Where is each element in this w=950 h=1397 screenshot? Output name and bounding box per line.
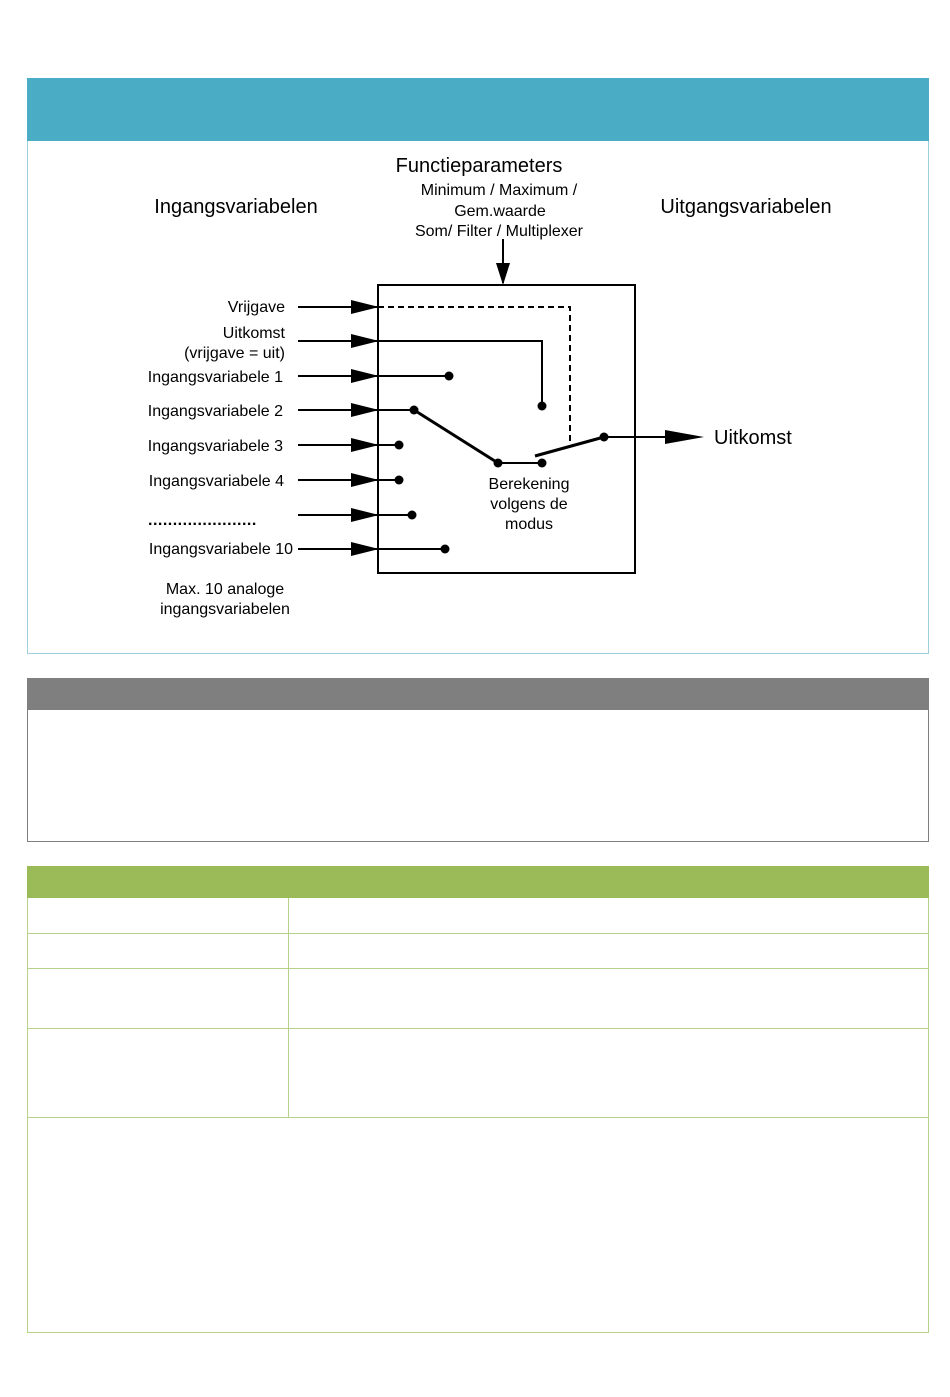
table-row-divider bbox=[27, 933, 929, 934]
table-row-divider bbox=[27, 1028, 929, 1029]
label-uitkomst-note: (vrijgave = uit) bbox=[184, 345, 285, 362]
heading-output-variables: Uitgangsvariabelen bbox=[660, 196, 832, 218]
label-input-3: Ingangsvariabele 3 bbox=[147, 438, 283, 455]
heading-input-variables: Ingangsvariabelen bbox=[154, 196, 318, 218]
calc-label-1: Berekening bbox=[488, 476, 570, 493]
label-input-1: Ingangsvariabele 1 bbox=[147, 369, 283, 386]
table-row-divider bbox=[27, 968, 929, 969]
label-output: Uitkomst bbox=[714, 427, 792, 449]
label-vrijgave: Vrijgave bbox=[227, 299, 285, 316]
calc-label-2: volgens de bbox=[490, 496, 568, 513]
label-input-4: Ingangsvariabele 4 bbox=[148, 473, 284, 490]
heading-function-parameters: Functieparameters bbox=[395, 155, 563, 177]
parameter-table-header bbox=[27, 866, 929, 898]
params-line-3: Som/ Filter / Multiplexer bbox=[414, 223, 584, 240]
label-input-10: Ingangsvariabele 10 bbox=[148, 541, 293, 558]
table-column-divider bbox=[288, 898, 289, 1117]
params-line-2: Gem.waarde bbox=[454, 203, 546, 220]
label-input-2: Ingangsvariabele 2 bbox=[147, 403, 283, 420]
max-inputs-line-2: ingangsvariabelen bbox=[160, 601, 290, 618]
table-row-divider bbox=[27, 1117, 929, 1118]
diagram-header-bar bbox=[27, 78, 929, 141]
params-line-1: Minimum / Maximum / bbox=[420, 182, 578, 199]
input-arrowheads bbox=[351, 300, 379, 556]
parameter-arrow bbox=[496, 263, 510, 285]
max-inputs-line-1: Max. 10 analoge bbox=[165, 581, 285, 598]
parameter-table bbox=[27, 866, 929, 1333]
label-uitkomst: Uitkomst bbox=[222, 325, 285, 342]
grey-panel-header bbox=[27, 678, 929, 710]
output-arrow bbox=[665, 430, 704, 444]
label-ellipsis: ...................... bbox=[148, 512, 257, 529]
contact-points bbox=[395, 372, 609, 554]
function-block-diagram bbox=[27, 141, 929, 651]
calc-label-3: modus bbox=[504, 516, 554, 533]
